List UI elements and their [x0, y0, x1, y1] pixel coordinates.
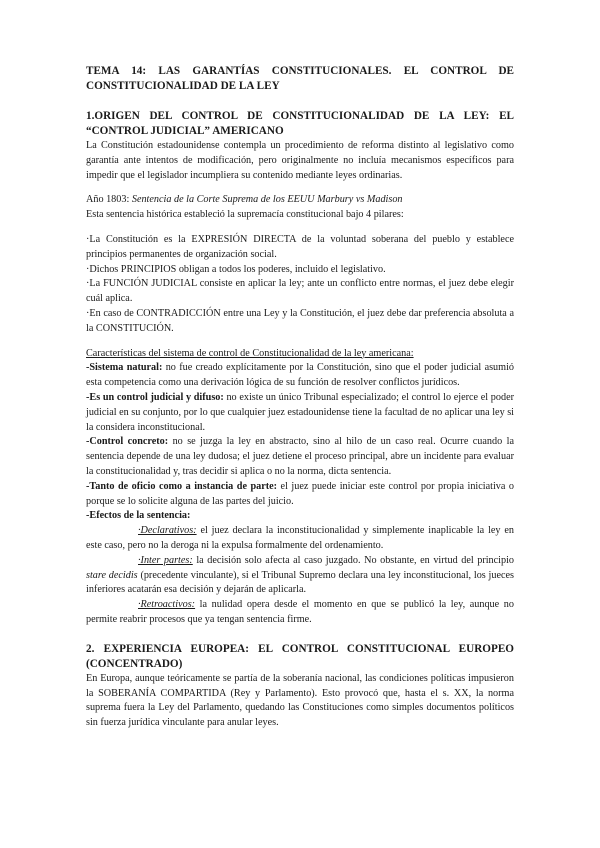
characteristic-label: -Control concreto: [86, 436, 169, 448]
characteristic-text: no fue creado explícitamente por la Constitución, sino que el poder judicial asumió esta competencia como una derivación lógica de su función de resolver conflictos jurídicos. [86, 362, 514, 389]
pillar-item: ·La Constitución es la EXPRESIÓN DIRECTA de la voluntad soberana del pueblo y establece principios permanentes de organización social. [86, 233, 514, 260]
effect-text: el juez declara la inconstitucionalidad y simplemente inaplicable la ley en este caso, pero no la deroga ni la expulsa formalmente del ordenamiento. [86, 525, 514, 551]
section-1-intro: La Constitución estadounidense contempla un procedimiento de reforma distinto al legislativo como garantía ante intentos de modificación, pero originalmente no incluía mecanismos específicos para impedir que el legislador incumpliera su contenido mediante leyes ordinarias. [86, 140, 514, 181]
characteristic-text: no existe un único Tribunal especializado; el control lo ejerce el poder judicial en su conjunto, por lo que cualquier juez estadounidense tiene la facultad de no aplicar una ley si la considera inconstitucional. [86, 391, 515, 433]
characteristic-item [86, 435, 514, 479]
effect-item [86, 524, 514, 554]
effect-item [86, 598, 514, 628]
effect-text: la nulidad opera desde el momento en que se publicó la ley, aunque no permite reabrir procesos que ya tengan sentencia firme. [86, 599, 514, 625]
pillar-item: ·La FUNCIÓN JUDICIAL consiste en aplicar la ley; ante un conflicto entre normas, el juez debe elegir cuál aplica. [86, 278, 514, 305]
document-title: TEMA 14: LAS GARANTÍAS CONSTITUCIONALES. EL CONTROL DE CONSTITUCIONALIDAD DE LA LEY [86, 65, 514, 92]
effect-text-after: (precedente vinculante), si el Tribunal Supremo declara una ley inconstitucional, los jueces inferiores acatarán esa decisión y dejarán de aplicarla. [86, 569, 514, 596]
year-case: Sentencia de la Corte Suprema de los EEUU Marbury vs Madison [131, 194, 403, 206]
effect-label: ·Inter partes: [138, 554, 193, 566]
effect-item [86, 554, 514, 598]
characteristic-label: -Tanto de oficio como a instancia de parte: [86, 480, 278, 492]
effects-label: -Efectos de la sentencia: [86, 510, 191, 522]
characteristic-item [86, 480, 514, 510]
section-2-body: En Europa, aunque teóricamente se partía de la soberanía nacional, las condiciones políticas impusieron la SOBERANÍA COMPARTIDA (Rey y Parlamento). Esto provocó que, hasta el s. XX, la norma suprema fuera la Ley del Parlamento, quedando las Constituciones como simples documentos políticos sin fuerza jurídica vinculante para anular leyes. [86, 672, 514, 729]
characteristic-label: -Es un control judicial y difuso: [86, 391, 224, 403]
characteristic-item [86, 361, 514, 391]
document-page [86, 64, 514, 731]
characteristic-label: -Sistema natural: [86, 362, 163, 374]
effect-italic-term: stare decidis [86, 569, 138, 581]
characteristic-text: el juez puede iniciar este control por propia iniciativa o porque se lo solicite alguna de las partes del juicio. [86, 480, 514, 507]
year-line [86, 193, 514, 208]
pillar-item: ·Dichos PRINCIPIOS obligan a todos los poderes, incluido el legislativo. [86, 263, 386, 275]
effect-label: ·Retroactivos: [138, 599, 196, 611]
effect-label: ·Declarativos: [138, 525, 197, 537]
effects-list [86, 524, 514, 628]
pillar-item: ·En caso de CONTRADICCIÓN entre una Ley y la Constitución, el juez debe dar preferencia absoluta a la CONSTITUCIÓN. [86, 307, 514, 334]
section-2-heading: 2. EXPERIENCIA EUROPEA: EL CONTROL CONSTITUCIONAL EUROPEO (CONCENTRADO) [86, 642, 514, 670]
characteristics-heading: Características del sistema de control de Constitucionalidad de la ley americana: [86, 347, 414, 359]
year-label: Año 1803: [86, 194, 130, 206]
effect-text-before: la decisión solo afecta al caso juzgado. No obstante, en virtud del principio [192, 554, 515, 566]
pillars-intro: Esta sentencia histórica estableció la supremacía constitucional bajo 4 pilares: [86, 209, 404, 221]
characteristic-text: no se juzga la ley en abstracto, sino al hilo de un caso real. Ocurre cuando la sentencia depende de una ley dudosa; el juez detiene el proceso principal, abre un incidente para evaluar la constitucionalidad y, tras decidir si aplica o no la norma, dicta sentencia. [86, 436, 514, 477]
section-1-heading: 1.ORIGEN DEL CONTROL DE CONSTITUCIONALIDAD DE LA LEY: EL “CONTROL JUDICIAL” AMERICANO [86, 110, 514, 137]
characteristic-item [86, 391, 514, 435]
